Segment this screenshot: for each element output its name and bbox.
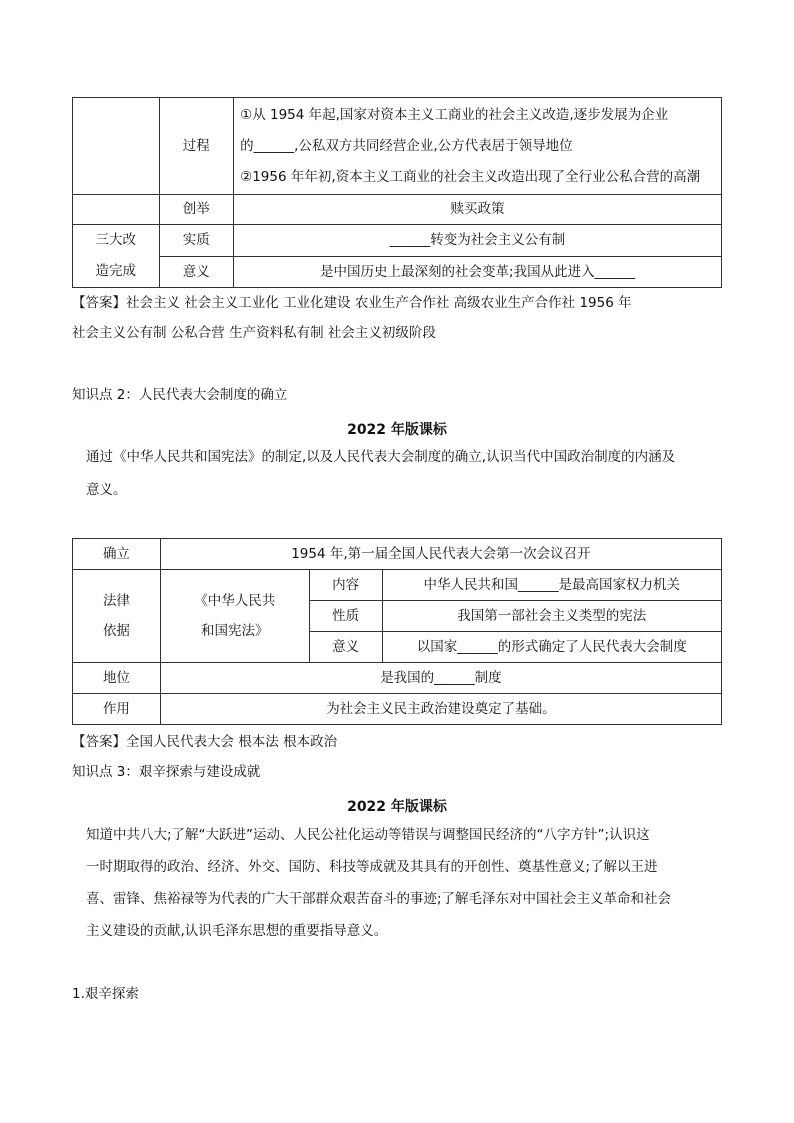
essence-label: 实质 (159, 225, 234, 257)
standard-3-line-2: 一时期取得的政治、经济、外交、国防、科技等成就及其具有的开创性、奠基性意义;了解以王进 (86, 859, 658, 875)
reform-table-blank-cell (73, 98, 160, 195)
answer-2: 【答案】全国人民代表大会 根本法 根本政治 (72, 734, 338, 750)
section-1-heading: 1.艰辛探索 (72, 986, 139, 1002)
meaning-label: 意义 (159, 256, 234, 288)
establish-label: 确立 (73, 539, 161, 570)
constitution-name-line-1: 《中华人民共 (194, 593, 276, 609)
law-basis-label-line-2: 依据 (102, 623, 130, 639)
process-line-3: ②1956 年年初,资本主义工商业的社会主义改造出现了全行业公私合营的高潮 (240, 168, 701, 185)
role-label: 作用 (73, 694, 161, 725)
standard-3-line-3: 喜、雷锋、焦裕禄等为代表的广大干部群众艰苦奋斗的事迹;了解毛泽东对中国社会主义革命和社会 (86, 891, 672, 907)
answer-1-line-1: 【答案】社会主义 社会主义工业化 工业化建设 农业生产合作社 高级农业生产合作社 1956 年 (72, 295, 632, 311)
standard-2-line-2: 意义。 (86, 482, 127, 498)
congress-table (72, 538, 722, 725)
knowledge-point-3-title: 知识点 3：艰辛探索与建设成就 (72, 764, 261, 780)
answer-1-line-2: 社会主义公有制 公私合营 生产资料私有制 社会主义初级阶段 (72, 325, 436, 341)
process-line-1: ①从 1954 年起,国家对资本主义工商业的社会主义改造,逐步发展为企业 (240, 106, 669, 123)
significance-label: 意义 (309, 632, 382, 663)
nature-label: 性质 (309, 601, 382, 632)
significance-value: 以国家______的形式确定了人民代表大会制度 (382, 632, 721, 663)
reform-table (72, 97, 722, 288)
process-line-2: 的______,公私双方共同经营企业,公方代表居于领导地位 (240, 137, 573, 154)
group-label-line-1: 三大改 (95, 232, 136, 248)
group-label-line-2: 造完成 (95, 263, 136, 279)
status-value: 是我国的______制度 (160, 663, 721, 694)
innovation-value: 赎买政策 (234, 195, 722, 225)
process-label: 过程 (159, 98, 234, 195)
constitution-name (160, 570, 309, 663)
role-value: 为社会主义民主政治建设奠定了基础。 (160, 694, 721, 725)
knowledge-point-2-title: 知识点 2：人民代表大会制度的确立 (72, 387, 288, 403)
meaning-value: 是中国历史上最深刻的社会变革;我国从此进入______ (234, 256, 722, 288)
innovation-label: 创举 (159, 195, 234, 225)
standard-3-line-1: 知道中共八大;了解“大跃进”运动、人民公社化运动等错误与调整国民经济的“八字方针”;认识这 (86, 827, 650, 843)
standard-3-line-4: 主义建设的贡献,认识毛泽东思想的重要指导意义。 (86, 923, 388, 939)
standard-heading-2: 2022 年版课标 (347, 422, 447, 438)
law-basis-label-line-1: 法律 (102, 593, 130, 609)
law-basis-label (73, 570, 161, 663)
standard-heading-3: 2022 年版课标 (347, 799, 447, 815)
content-label: 内容 (309, 570, 382, 601)
reform-table-blank-cell-2 (73, 195, 160, 225)
essence-value: ______转变为社会主义公有制 (234, 225, 722, 257)
constitution-name-line-2: 和国宪法》 (201, 623, 269, 639)
establish-value: 1954 年,第一届全国人民代表大会第一次会议召开 (160, 539, 721, 570)
standard-2-line-1: 通过《中华人民共和国宪法》的制定,以及人民代表大会制度的确立,认识当代中国政治制度的内涵及 (86, 449, 676, 465)
status-label: 地位 (73, 663, 161, 694)
process-content (234, 98, 722, 195)
content-value: 中华人民共和国______是最高国家权力机关 (382, 570, 721, 601)
group-label (73, 225, 160, 288)
nature-value: 我国第一部社会主义类型的宪法 (382, 601, 721, 632)
